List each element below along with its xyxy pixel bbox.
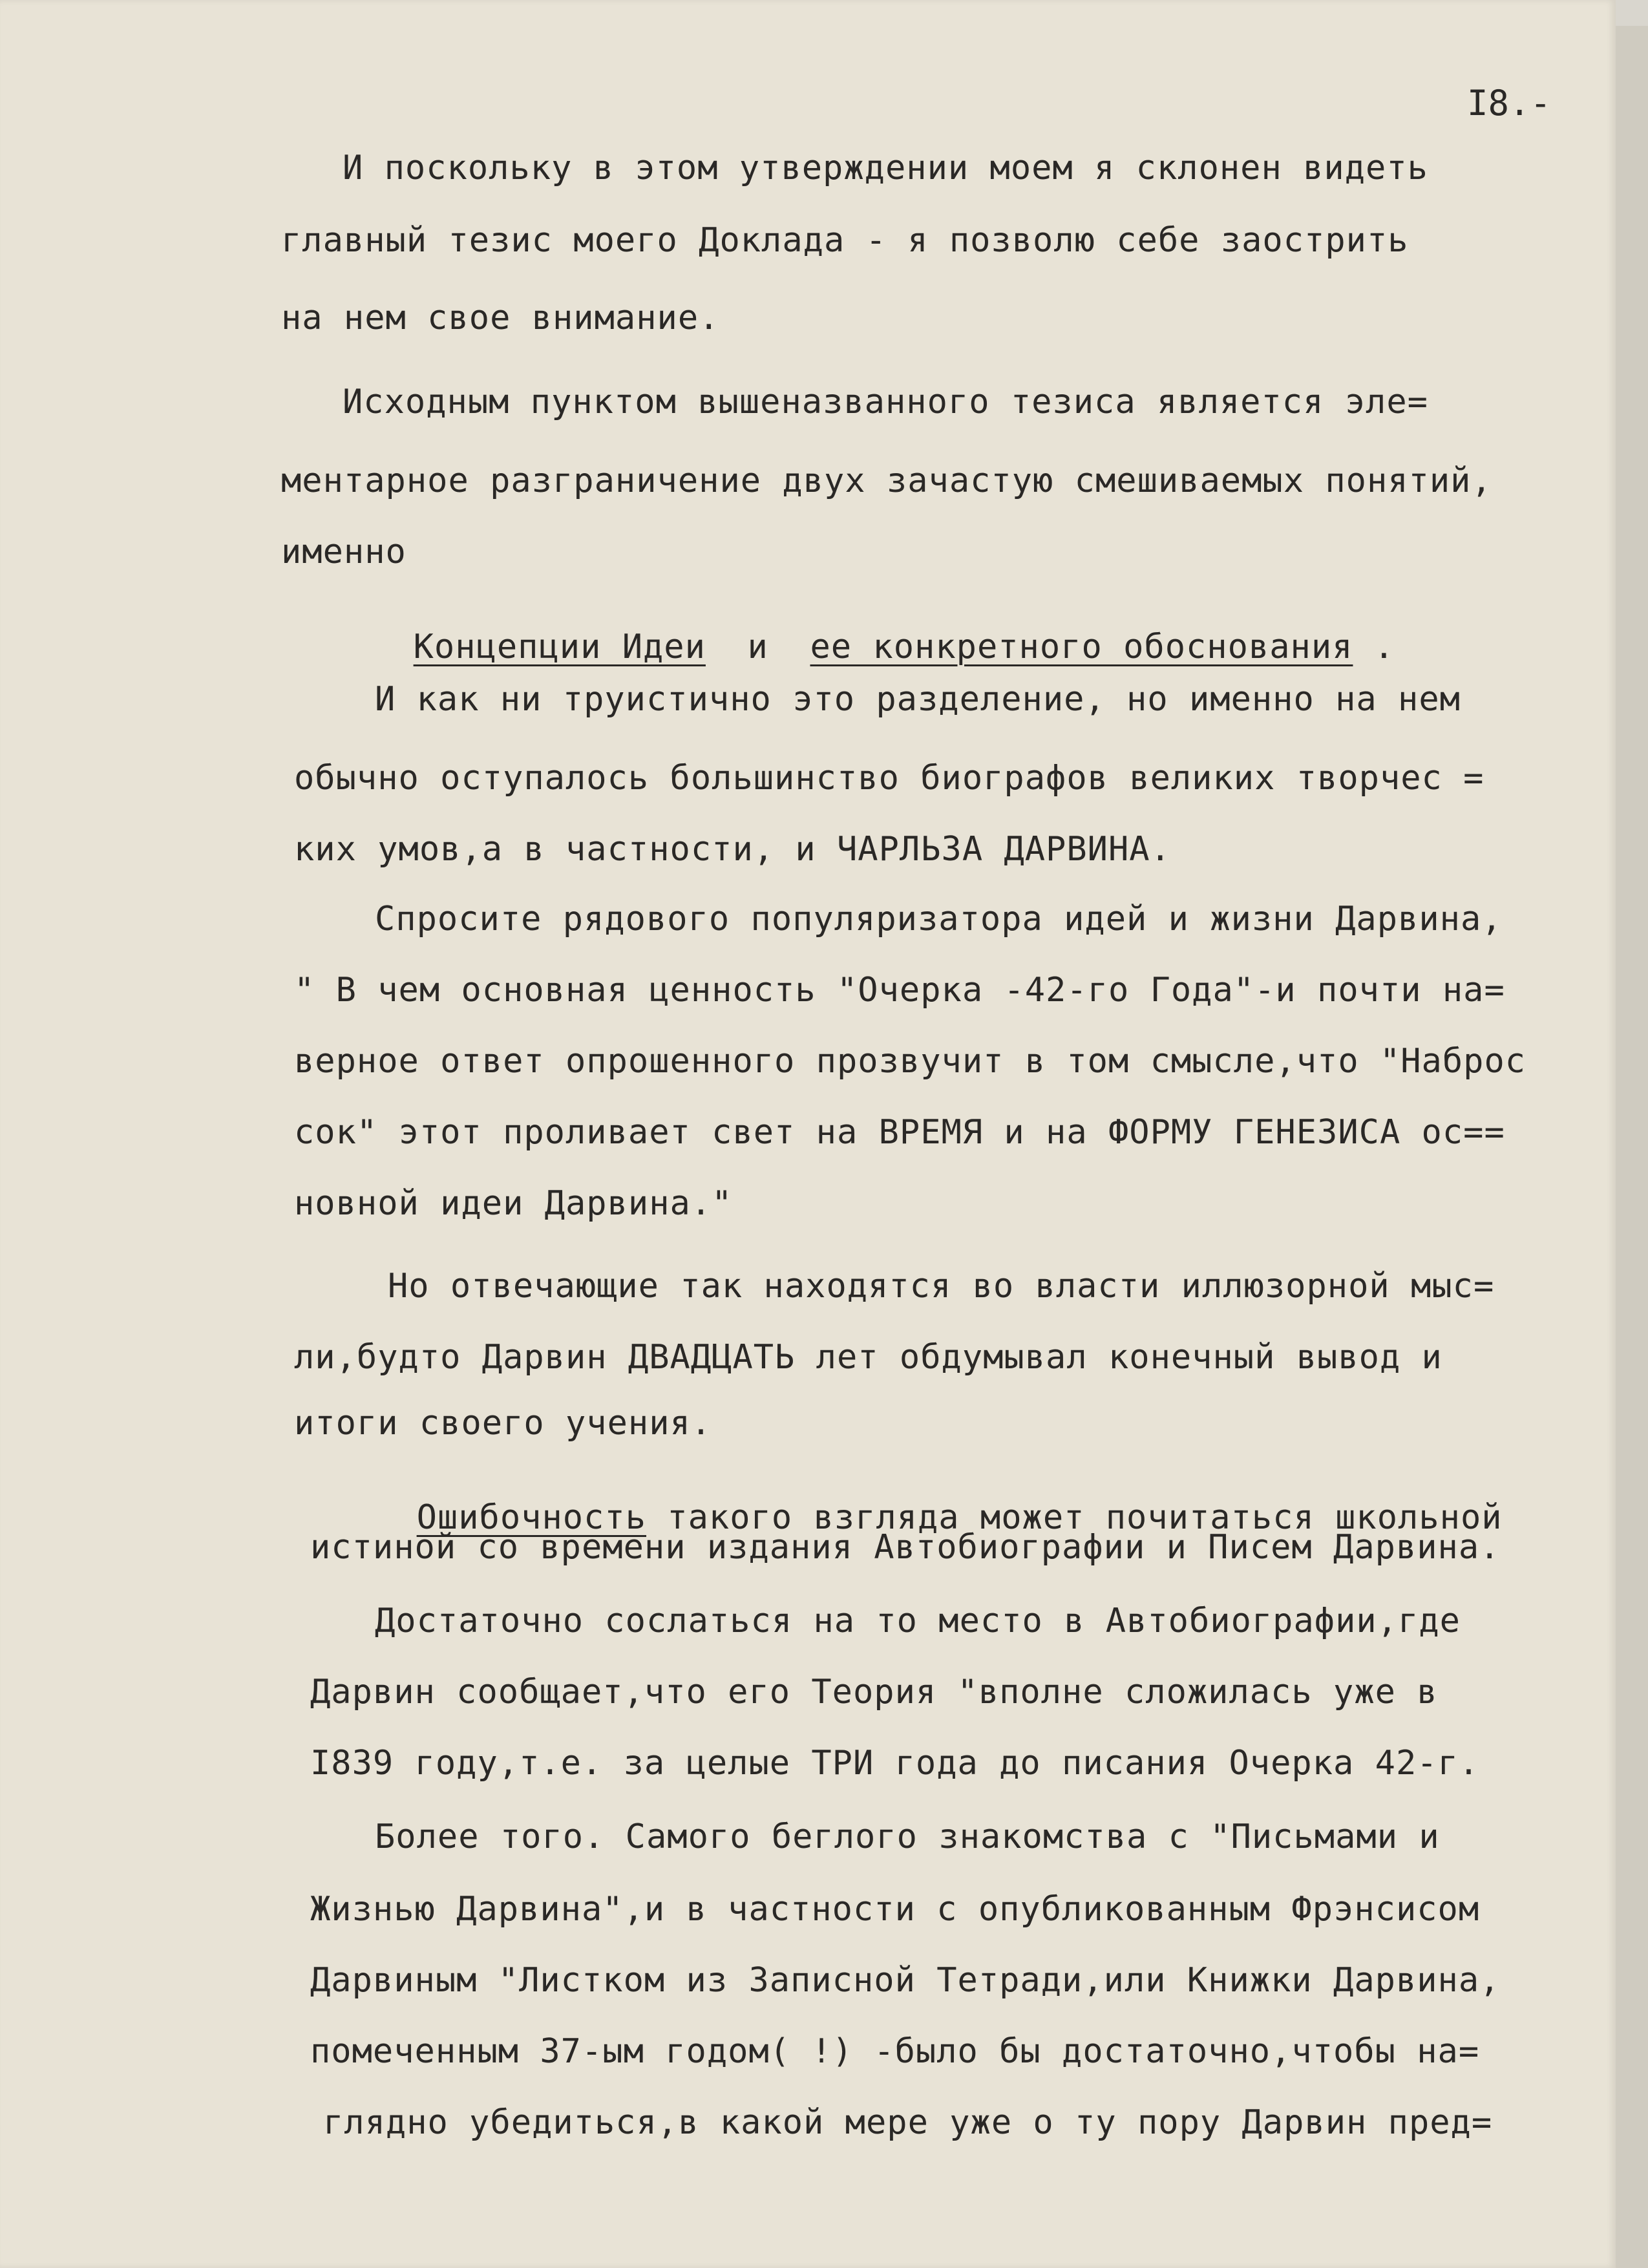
text-line: Дарвиным "Листком из Записной Тетради,или Книжки Дарвина, bbox=[310, 1961, 1501, 2000]
text-line: Дарвин сообщает,что его Теория "вполне сложилась уже в bbox=[310, 1673, 1438, 1712]
period: . bbox=[1373, 628, 1395, 666]
text-line: Более того. Самого беглого знакомства с "Письмами и bbox=[375, 1818, 1440, 1856]
text-line: Жизнью Дарвина",и в частности с опубликованным Фрэнсисом bbox=[310, 1890, 1480, 1929]
text-line: сок" этот проливает свет на ВРЕМЯ и на ФОРМУ ГЕНЕЗИСА ос== bbox=[294, 1113, 1505, 1152]
text-line: ли,будто Дарвин ДВАДЦАТЬ лет обдумывал конечный вывод и bbox=[294, 1338, 1442, 1377]
text-line: обычно оступалось большинство биографов великих творчес = bbox=[294, 759, 1484, 798]
text-line: Спросите рядового популяризатора идей и жизни Дарвина, bbox=[375, 900, 1503, 938]
page-number: I8.- bbox=[1467, 83, 1552, 123]
text-line: на нем свое внимание. bbox=[281, 299, 720, 337]
erroneousness-line bbox=[375, 1456, 1503, 1538]
concrete-basis: ее конкретного обоснования bbox=[810, 628, 1353, 666]
text-line: Достаточно сослаться на то место в Автобиографии,где bbox=[375, 1602, 1461, 1640]
erroneousness-rest: такого взгляда может почитаться школьной bbox=[646, 1498, 1503, 1537]
concept-idea: Концепции Идеи bbox=[413, 628, 706, 666]
text-line: верное ответ опрошенного прозвучит в том смысле,что "Наброс bbox=[294, 1042, 1527, 1081]
text-line: новной идеи Дарвина." bbox=[294, 1184, 733, 1223]
page-edge bbox=[1616, 26, 1648, 2268]
text-line: глядно убедиться,в какой мере уже о ту пору Дарвин пред= bbox=[323, 2103, 1493, 2142]
text-line: ких умов,а в частности, и ЧАРЛЬЗА ДАРВИНА. bbox=[294, 830, 1171, 869]
text-line: I839 году,т.е. за целые ТРИ года до писания Очерка 42-г. bbox=[310, 1744, 1480, 1783]
text-line: помеченным 37-ым годом( !) -было бы достаточно,чтобы на= bbox=[310, 2032, 1480, 2071]
text-line: главный тезис моего Доклада - я позволю себе заострить bbox=[281, 221, 1409, 260]
conjunction: и bbox=[747, 628, 768, 666]
text-line: истиной со времени издания Автобиографии и Писем Дарвина. bbox=[310, 1528, 1501, 1567]
text-line: И как ни труистично это разделение, но именно на нем bbox=[375, 680, 1461, 719]
underlined-concepts-line bbox=[372, 585, 1395, 668]
text-line: ментарное разграничение двух зачастую смешиваемых понятий, bbox=[281, 461, 1492, 500]
erroneousness-word: Ошибочность bbox=[416, 1498, 646, 1537]
text-line: Исходным пунктом вышеназванного тезиса является эле= bbox=[343, 383, 1428, 421]
text-line: именно bbox=[281, 533, 407, 571]
text-line: Но отвечающие так находятся во власти иллюзорной мыс= bbox=[388, 1267, 1495, 1306]
text-line: " В чем основная ценность "Очерка -42-го Года"-и почти на= bbox=[294, 971, 1505, 1010]
text-line: И поскольку в этом утверждении моем я склонен видеть bbox=[343, 149, 1428, 187]
text-line: итоги своего учения. bbox=[294, 1404, 712, 1443]
